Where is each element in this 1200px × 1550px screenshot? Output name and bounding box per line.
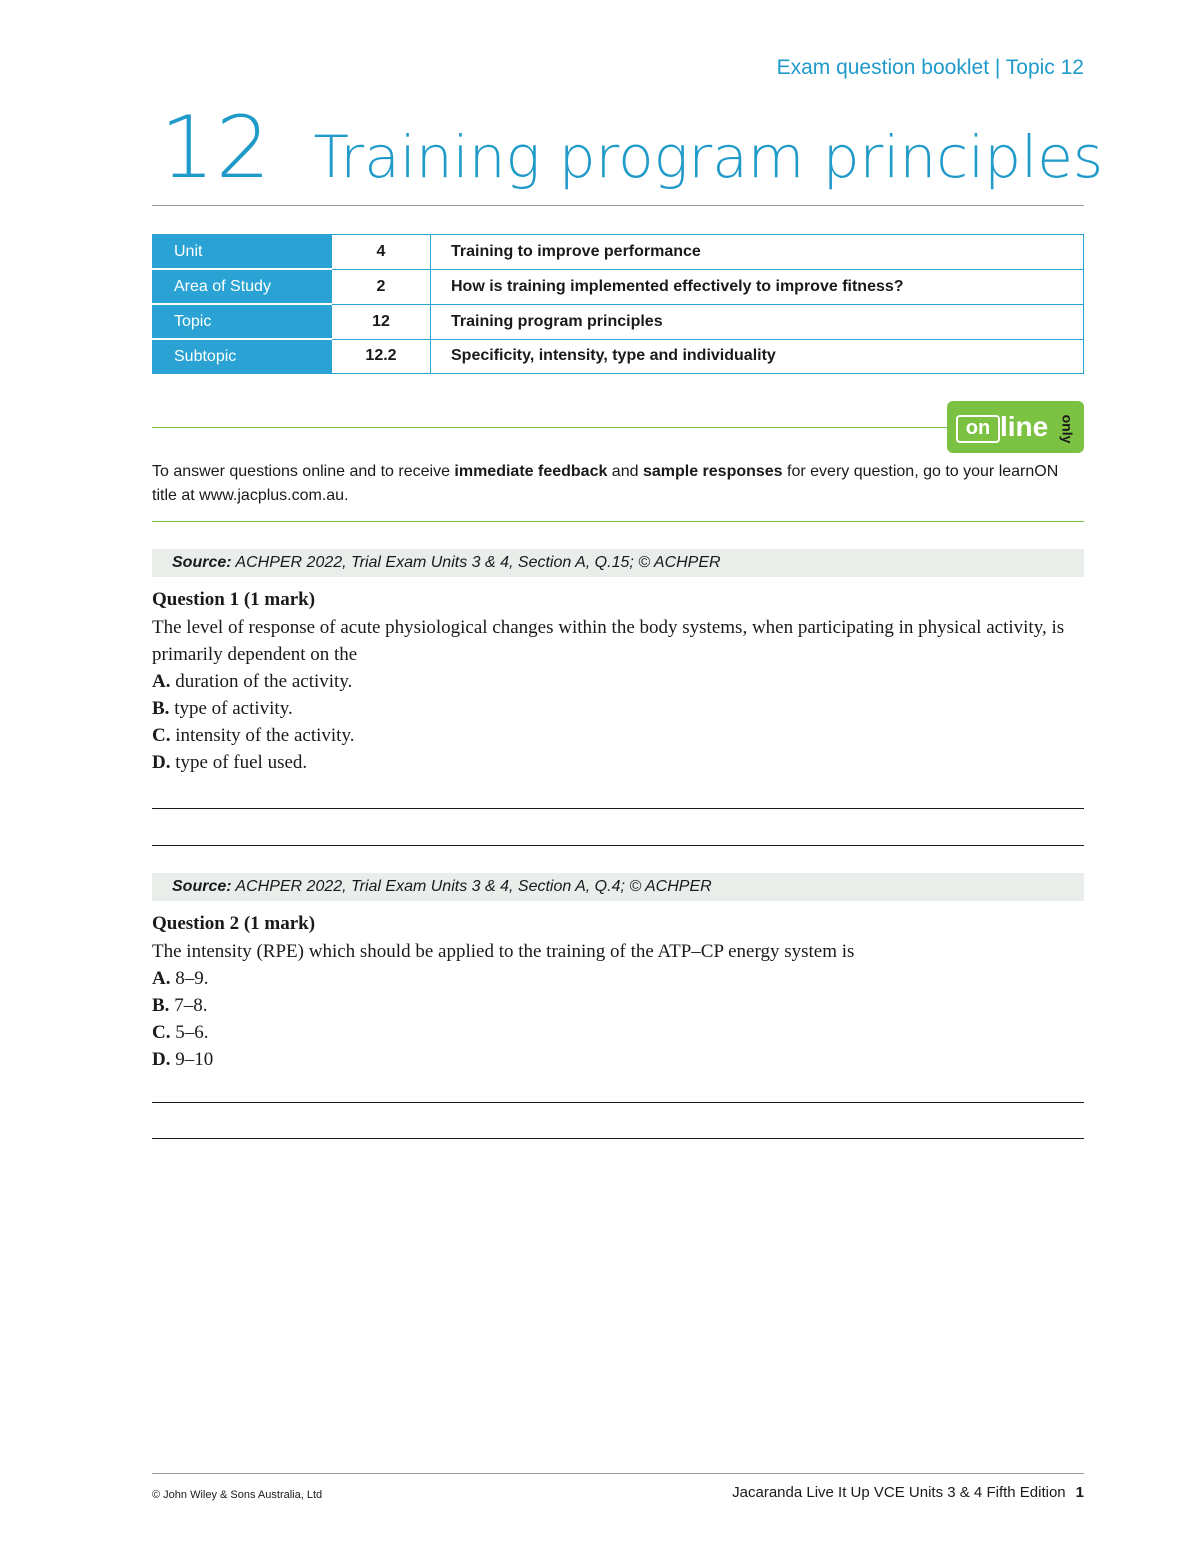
badge-only-text: only <box>1059 414 1076 444</box>
row-label: Topic <box>153 304 332 339</box>
question-1-source: Source: ACHPER 2022, Trial Exam Units 3 & 4, Section A, Q.15; © ACHPER <box>152 549 1084 577</box>
badge-line-text: line <box>1000 411 1049 442</box>
running-head: Exam question booklet | Topic 12 <box>776 56 1084 79</box>
instructions-divider <box>152 521 1084 522</box>
row-number: 12.2 <box>332 339 431 374</box>
row-description: Training program principles <box>431 304 1084 339</box>
row-number: 2 <box>332 269 431 304</box>
option-c[interactable]: C. intensity of the activity. <box>152 725 355 746</box>
option-b[interactable]: B. 7–8. <box>152 995 208 1016</box>
topic-title: Training program principles <box>313 123 1104 191</box>
question-heading: Question 1 (1 mark) <box>152 589 316 610</box>
question-stem: The intensity (RPE) which should be applied to the training of the ATP–CP energy system is <box>152 941 855 962</box>
topic-info-table <box>152 234 1084 374</box>
question-2 <box>152 910 1084 1073</box>
footer-book-info <box>732 1484 1084 1501</box>
row-number: 12 <box>332 304 431 339</box>
topic-number: 12 <box>160 98 272 198</box>
page <box>152 0 1104 1550</box>
online-only-badge-icon <box>947 401 1084 453</box>
row-label: Area of Study <box>153 269 332 304</box>
option-c[interactable]: C. 5–6. <box>152 1022 209 1043</box>
footer-book-title: Jacaranda Live It Up VCE Units 3 & 4 Fifth Edition <box>732 1484 1066 1501</box>
table-row <box>153 304 1084 339</box>
answer-line[interactable] <box>152 1138 1084 1139</box>
option-d[interactable]: D. 9–10 <box>152 1049 214 1070</box>
question-2-source: Source: ACHPER 2022, Trial Exam Units 3 & 4, Section A, Q.4; © ACHPER <box>152 873 1084 901</box>
option-d[interactable]: D. type of fuel used. <box>152 752 308 773</box>
footer-copyright: © John Wiley & Sons Australia, Ltd <box>152 1489 323 1501</box>
footer-divider <box>152 1473 1084 1474</box>
row-label: Subtopic <box>153 339 332 374</box>
online-divider <box>152 427 952 428</box>
answer-line[interactable] <box>152 1102 1084 1103</box>
table-row <box>153 269 1084 304</box>
title-divider <box>152 205 1084 206</box>
row-description: Training to improve performance <box>431 235 1084 270</box>
option-a[interactable]: A. duration of the activity. <box>152 671 353 692</box>
table-row <box>153 339 1084 374</box>
online-instructions: To answer questions online and to receive immediate feedback and sample responses for every question, go to your learnON title at www.jacplus.com.au. <box>152 463 1059 504</box>
table-row <box>153 235 1084 270</box>
question-heading: Question 2 (1 mark) <box>152 913 316 934</box>
question-stem: The level of response of acute physiological changes within the body systems, when participating in physical activity, is primarily dependent on the <box>152 617 1065 665</box>
row-description: How is training implemented effectively to improve fitness? <box>431 269 1084 304</box>
question-1 <box>152 586 1084 776</box>
row-number: 4 <box>332 235 431 270</box>
answer-line[interactable] <box>152 808 1084 809</box>
page-number: 1 <box>1075 1484 1084 1501</box>
row-description: Specificity, intensity, type and individuality <box>431 339 1084 374</box>
option-a[interactable]: A. 8–9. <box>152 968 209 989</box>
option-b[interactable]: B. type of activity. <box>152 698 293 719</box>
badge-on-text: on <box>956 415 1000 443</box>
answer-line[interactable] <box>152 845 1084 846</box>
page-title <box>160 98 1103 198</box>
row-label: Unit <box>153 235 332 270</box>
